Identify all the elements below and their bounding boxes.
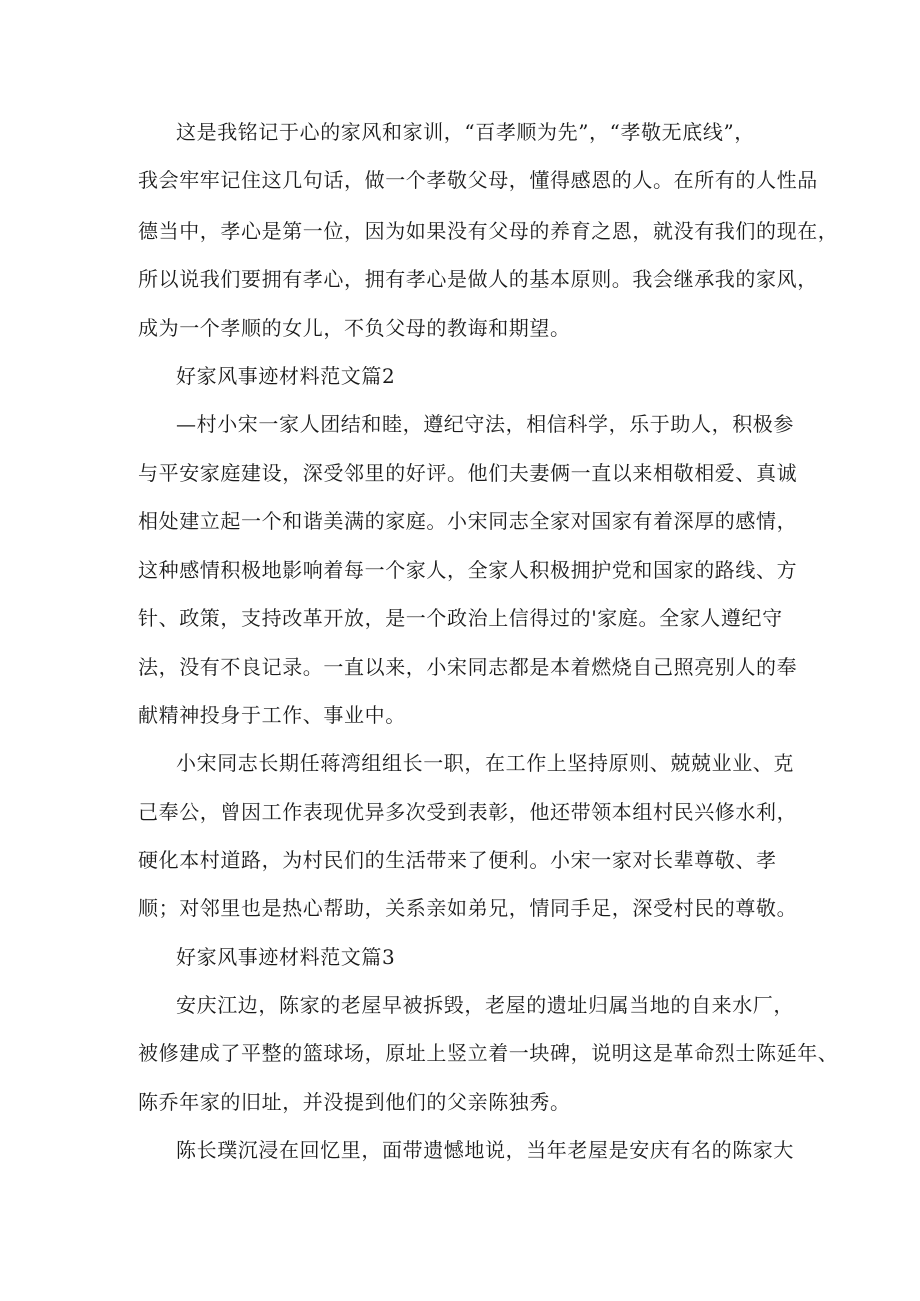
text-line: 顺；对邻里也是热心帮助，关系亲如弟兄，情同手足，深受村民的尊敬。 (138, 896, 798, 920)
text-line: —村小宋一家人团结和睦，遵纪守法，相信科学，乐于助人，积极参 (176, 412, 794, 436)
text-line: 己奉公，曾因工作表现优异多次受到表彰，他还带领本组村民兴修水利， (138, 800, 798, 824)
text-line: 被修建成了平整的篮球场，原址上竖立着一块碑，说明这是革命烈士陈延年、 (138, 1041, 839, 1065)
text-line: 这种感情积极地影响着每一个家人，全家人积极拥护党和国家的路线、方 (138, 558, 798, 582)
text-line: 我会牢牢记住这几句话，做一个孝敬父母，懂得感恩的人。在所有的人性品 (138, 168, 818, 192)
text-line: 相处建立起一个和谐美满的家庭。小宋同志全家对国家有着深厚的感情， (138, 509, 798, 533)
text-line: 与平安家庭建设，深受邻里的好评。他们夫妻俩一直以来相敬相爱、真诚 (138, 461, 798, 485)
text-line: 德当中，孝心是第一位，因为如果没有父母的养育之恩，就没有我们的现在， (138, 219, 839, 243)
text-line: 陈乔年家的旧址，并没提到他们的父亲陈独秀。 (138, 1090, 571, 1114)
text-line: 献精神投身于工作、事业中。 (138, 703, 406, 727)
text-line: 针、政策，支持改革开放，是一个政治上信得过的'家庭。全家人遵纪守 (138, 606, 783, 630)
text-line: 法，没有不良记录。一直以来，小宋同志都是本着燃烧自己照亮别人的奉 (138, 655, 798, 679)
section-heading: 好家风事迹材料范文篇2 (176, 364, 396, 388)
text-line: 这是我铭记于心的家风和家训，“百孝顺为先”，“孝敬无底线”， (176, 120, 755, 144)
text-line: 陈长璞沉浸在回忆里，面带遗憾地说，当年老屋是安庆有名的陈家大 (176, 1138, 794, 1162)
text-line: 成为一个孝顺的女儿，不负父母的教诲和期望。 (138, 316, 571, 340)
text-line: 所以说我们要拥有孝心，拥有孝心是做人的基本原则。我会继承我的家风， (138, 267, 818, 291)
text-line: 安庆江边，陈家的老屋早被拆毁，老屋的遗址归属当地的自来水厂， (176, 993, 794, 1017)
text-line: 硬化本村道路，为村民们的生活带来了便利。小宋一家对长辈尊敬、孝 (138, 848, 777, 872)
text-line: 小宋同志长期任蒋湾组组长一职，在工作上坚持原则、兢兢业业、克 (176, 751, 794, 775)
section-heading: 好家风事迹材料范文篇3 (176, 945, 396, 969)
